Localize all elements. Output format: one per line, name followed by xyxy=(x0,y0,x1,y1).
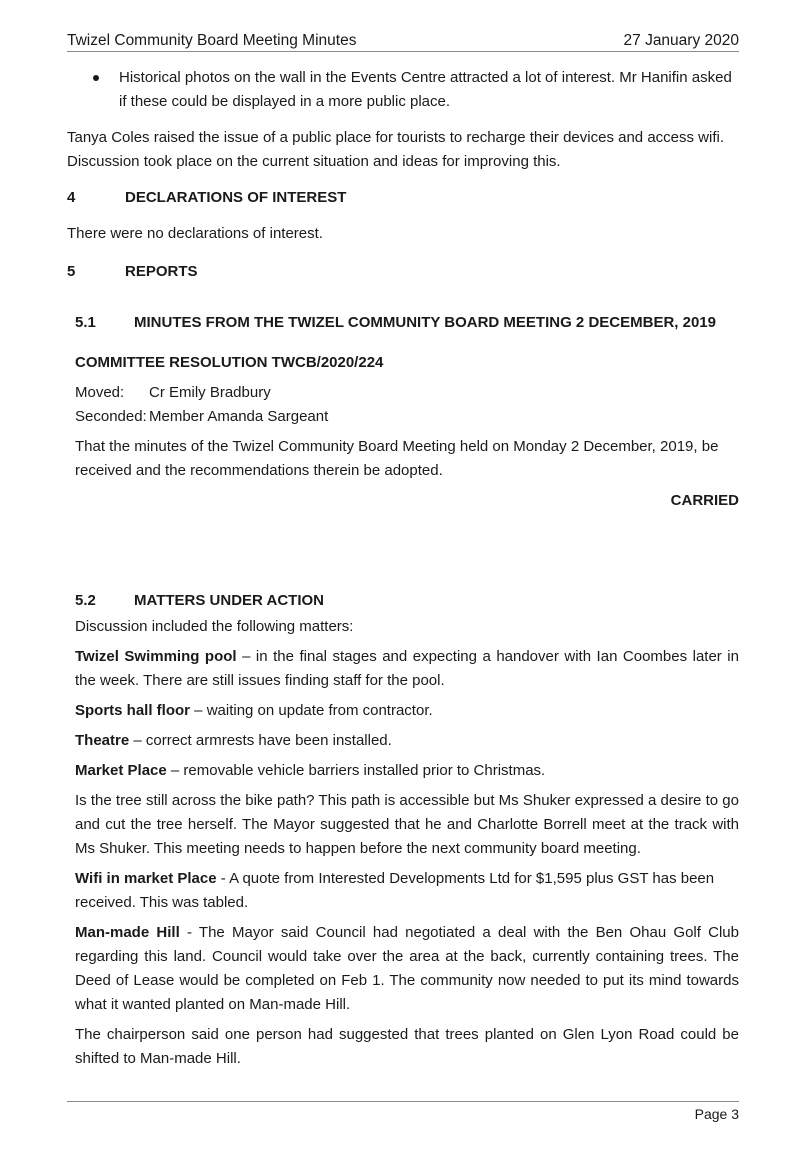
section-4-heading xyxy=(67,186,739,210)
carried-label: CARRIED xyxy=(670,492,739,509)
section-number: 5 xyxy=(67,263,76,280)
matter-text: – removable vehicle barriers installed prior to Christmas. xyxy=(166,762,546,779)
page-number: Page 3 xyxy=(694,1106,739,1122)
matter-text: - A quote from Interested Developments Ltd for $1,595 plus GST has been received. This was tabled. xyxy=(75,870,715,911)
seconded-label: Seconded: xyxy=(75,408,147,425)
header-rule xyxy=(67,51,739,52)
matter-item xyxy=(75,645,739,693)
matter-text: - The Mayor said Council had negotiated a deal with the Ben Ohau Golf Club regarding this land. Council would take over the area at the back, currently containing trees. The Deed of Lease would be completed on Feb 1. The community now needed to put its mind towards what it wanted planted on Man-made Hill. xyxy=(75,924,739,1013)
bullet-text: Historical photos on the wall in the Events Centre attracted a lot of interest. Mr Hanifin asked if these could be displayed in a more public place. xyxy=(119,69,732,110)
page-header xyxy=(67,28,739,50)
section-5-1-heading xyxy=(75,311,739,335)
section-5-2-heading xyxy=(75,589,739,613)
bullet-item xyxy=(67,66,739,114)
wifi-discussion-paragraph: Tanya Coles raised the issue of a public place for tourists to recharge their devices and access wifi. Discussion took place on the current situation and ideas for improving this. xyxy=(67,129,724,170)
section-title: REPORTS xyxy=(125,263,198,280)
matter-label: Wifi in market Place xyxy=(75,870,217,887)
section-5-heading xyxy=(67,260,739,284)
matter-text: – correct armrests have been installed. xyxy=(129,732,392,749)
moved-label: Moved: xyxy=(75,384,125,401)
matter-item xyxy=(75,759,739,783)
section-number: 5.2 xyxy=(75,592,96,609)
header-title: Twizel Community Board Meeting Minutes xyxy=(67,32,357,49)
matters-intro: Discussion included the following matters: xyxy=(75,618,354,635)
man-made-hill-item xyxy=(75,921,739,1017)
section-5-1 xyxy=(67,311,739,513)
section-title: DECLARATIONS OF INTEREST xyxy=(125,189,347,206)
matter-text: – in the final stages and expecting a handover with Ian Coombes later in the week. There are still issues finding staff for the pool. xyxy=(75,648,739,689)
moved-row xyxy=(75,381,739,405)
matter-label: Market Place xyxy=(75,762,167,779)
tree-paragraph: Is the tree still across the bike path? This path is accessible but Ms Shuker expressed a desire to go and cut the tree herself. The Mayor suggested that he and Charlotte Borrell meet at the track with Ms Shuker. This meeting needs to happen before the next community board meeting. xyxy=(75,792,739,857)
declarations-text: There were no declarations of interest. xyxy=(67,225,323,242)
matter-label: Man-made Hill xyxy=(75,924,180,941)
bullet-icon xyxy=(93,75,99,81)
seconded-row xyxy=(75,405,739,429)
section-title: MINUTES FROM THE TWIZEL COMMUNITY BOARD MEETING 2 DECEMBER, 2019 xyxy=(134,314,716,331)
resolution-heading: COMMITTEE RESOLUTION TWCB/2020/224 xyxy=(75,354,384,371)
header-date: 27 January 2020 xyxy=(623,32,739,49)
chairperson-paragraph: The chairperson said one person had suggested that trees planted on Glen Lyon Road could be shifted to Man-made Hill. xyxy=(75,1026,739,1067)
section-number: 5.1 xyxy=(75,314,96,331)
matter-item xyxy=(75,729,739,753)
resolution-text: That the minutes of the Twizel Community Board Meeting held on Monday 2 December, 2019, be received and the recommendations therein be adopted. xyxy=(75,438,719,479)
matter-item xyxy=(75,699,739,723)
wifi-market-item xyxy=(75,867,739,915)
matter-text: – waiting on update from contractor. xyxy=(190,702,433,719)
minutes-body xyxy=(67,64,739,1071)
matter-label: Twizel Swimming pool xyxy=(75,648,237,665)
matter-label: Sports hall floor xyxy=(75,702,191,719)
section-number: 4 xyxy=(67,189,76,206)
matter-label: Theatre xyxy=(75,732,130,749)
seconded-value: Member Amanda Sargeant xyxy=(149,408,329,425)
footer-rule xyxy=(67,1101,739,1102)
section-5-2 xyxy=(67,589,739,1071)
section-title: MATTERS UNDER ACTION xyxy=(134,592,324,609)
moved-value: Cr Emily Bradbury xyxy=(149,384,271,401)
